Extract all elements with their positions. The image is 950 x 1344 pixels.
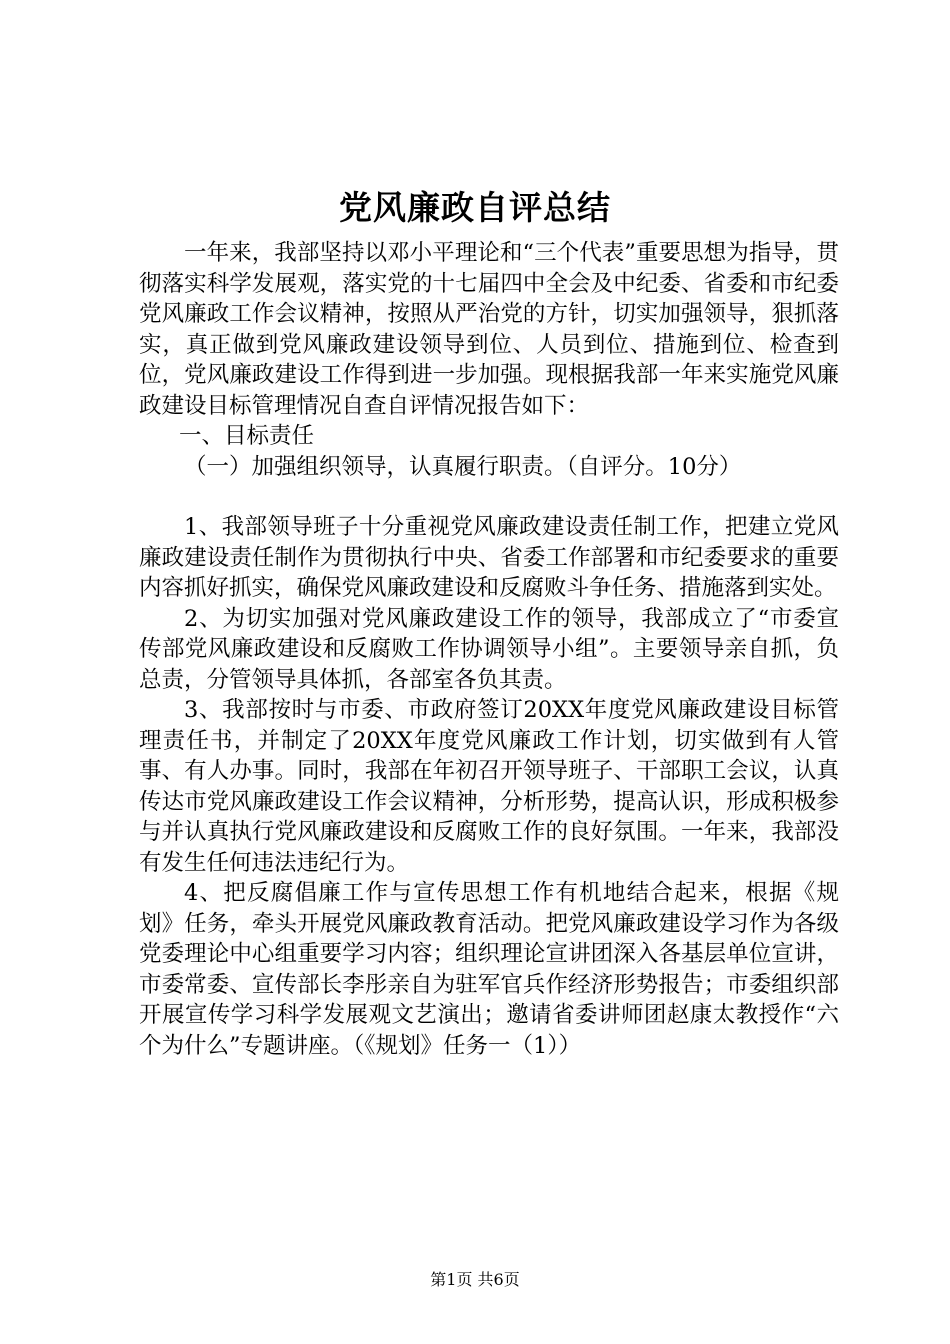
section-heading: 一、目标责任	[179, 423, 315, 449]
document-body	[139, 238, 839, 1061]
item-paragraph-4: 4、把反腐倡廉工作与宣传思想工作有机地结合起来，根据《规划》任务，牵头开展党风廉政教育活动。把党风廉政建设学习作为各级党委理论中心组重要学习内容；组织理论宣讲团深入各基层单位宣讲，市委常委、宣传部长李彤亲自为驻军官兵作经济形势报告；市委组织部开展宣传学习科学发展观文艺演出；邀请省委讲师团赵康太教授作“六个为什么”专题讲座。（《规划》任务一（1））	[139, 880, 839, 1059]
intro-paragraph: 一年来，我部坚持以邓小平理论和“三个代表”重要思想为指导，贯彻落实科学发展观，落实党的十七届四中全会及中纪委、省委和市纪委党风廉政工作会议精神，按照从严治党的方针，切实加强领导，狠抓落实，真正做到党风廉政建设领导到位、人员到位、措施到位、检查到位，党风廉政建设工作得到进一步加强。现根据我部一年来实施党风廉政建设目标管理情况自查自评情况报告如下：	[139, 240, 839, 419]
page-footer: 第1页 共6页	[430, 1270, 520, 1289]
subsection-heading: （一）加强组织领导，认真履行职责。（自评分。10分）	[184, 453, 742, 480]
document-title: 党风廉政自评总结	[339, 188, 611, 227]
item-paragraph-1: 1、我部领导班子十分重视党风廉政建设责任制工作，把建立党风廉政建设责任制作为贯彻执行中央、省委工作部署和市纪委要求的重要内容抓好抓实，确保党风廉政建设和反腐败斗争任务、措施落到实处。	[139, 514, 839, 601]
item-paragraph-2: 2、为切实加强对党风廉政建设工作的领导，我部成立了“市委宣传部党风廉政建设和反腐败工作协调领导小组”。主要领导亲自抓，负总责，分管领导具体抓，各部室各负其责。	[139, 605, 839, 693]
item-paragraph-3: 3、我部按时与市委、市政府签订20XX年度党风廉政建设目标管理责任书，并制定了20XX年度党风廉政工作计划，切实做到有人管事、有人办事。同时，我部在年初召开领导班子、干部职工会议，认真传达市党风廉政建设工作会议精神，分析形势，提高认识，形成积极参与并认真执行党风廉政建设和反腐败工作的良好氛围。一年来，我部没有发生任何违法违纪行为。	[139, 697, 839, 876]
